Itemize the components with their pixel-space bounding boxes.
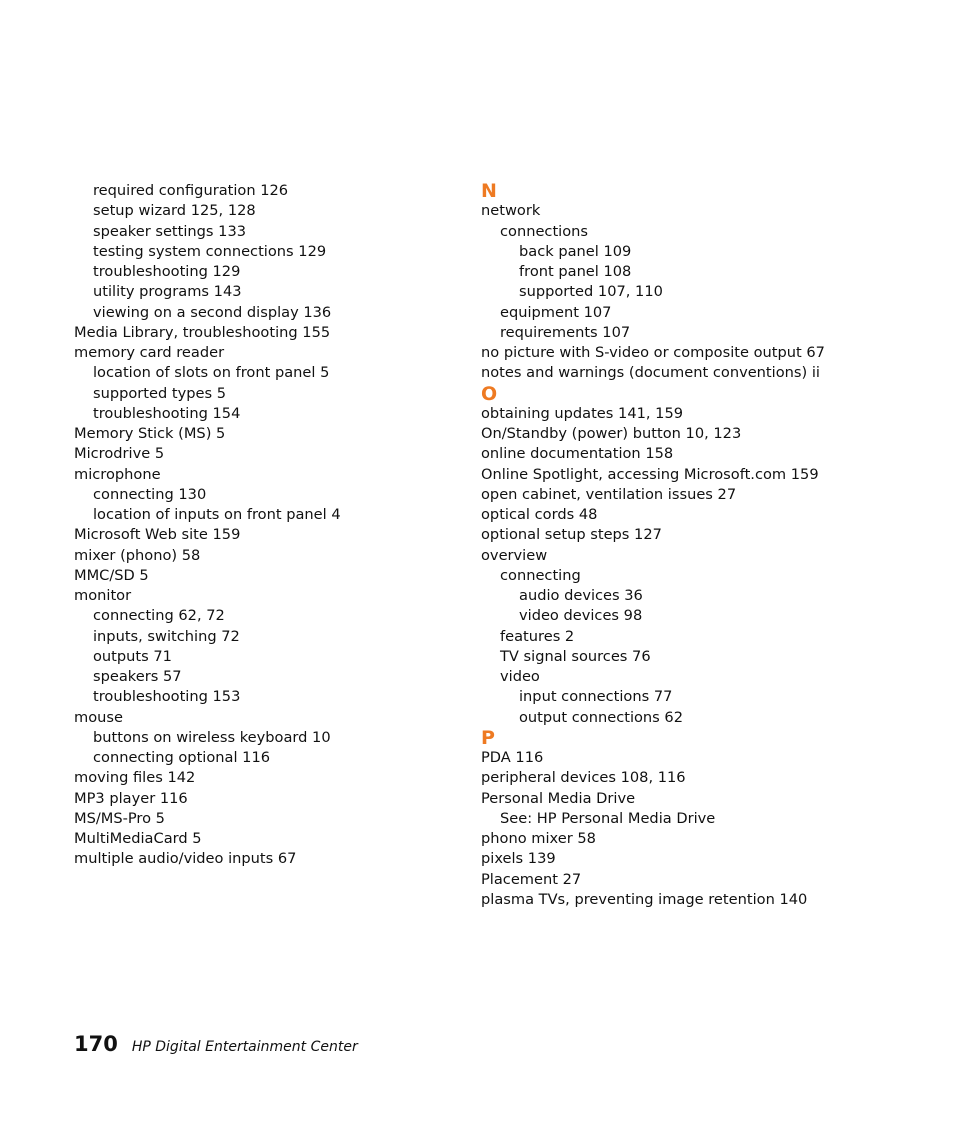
index-subentry: utility programs 143 xyxy=(93,283,242,301)
index-entry: optional setup steps 127 xyxy=(481,526,662,544)
index-subentry: video xyxy=(500,668,540,685)
book-title: HP Digital Entertainment Center xyxy=(131,1039,358,1055)
index-entry: no picture with S-video or composite output 67 xyxy=(481,344,825,361)
index-entry: Placement 27 xyxy=(481,870,582,888)
index-subentry: input connections 77 xyxy=(519,688,673,706)
index-subentry: connecting 62, 72 xyxy=(93,607,225,625)
index-entry: optical cords 48 xyxy=(481,506,598,523)
index-subentry: output connections 62 xyxy=(519,708,683,726)
index-subentry: connections xyxy=(500,222,589,240)
index-subentry: connecting optional 116 xyxy=(93,749,271,766)
index-entry: moving files 142 xyxy=(74,769,196,787)
index-entry: mixer (phono) 58 xyxy=(74,546,201,564)
index-subentry: setup wizard 125, 128 xyxy=(93,202,256,220)
index-entry: peripheral devices 108, 116 xyxy=(481,769,686,787)
index-entry: PDA 116 xyxy=(481,749,544,766)
index-entry: MMC/SD 5 xyxy=(74,566,149,584)
index-subentry: testing system connections 129 xyxy=(93,242,327,260)
index-subentry: required configuration 126 xyxy=(93,182,289,199)
index-entry: phono mixer 58 xyxy=(481,830,596,847)
section-letter: O xyxy=(481,382,498,405)
index-subentry: back panel 109 xyxy=(519,242,632,260)
index-entry: obtaining updates 141, 159 xyxy=(481,404,684,422)
index-entry: network xyxy=(481,202,541,220)
index-subentry: front panel 108 xyxy=(519,263,632,280)
index-entry: notes and warnings (document conventions) ii xyxy=(481,364,820,382)
index-entry: pixels 139 xyxy=(481,850,556,868)
index-entry: open cabinet, ventilation issues 27 xyxy=(481,485,737,503)
index-entry: online documentation 158 xyxy=(481,445,674,463)
index-subentry: troubleshooting 153 xyxy=(93,688,241,706)
page-footer xyxy=(74,1032,358,1056)
index-subentry: connecting xyxy=(500,566,581,584)
index-subentry: troubleshooting 154 xyxy=(93,404,241,422)
index-subentry: troubleshooting 129 xyxy=(93,263,241,280)
index-subentry: location of slots on front panel 5 xyxy=(93,364,330,382)
index-entry: multiple audio/video inputs 67 xyxy=(74,850,297,868)
index-entry: mouse xyxy=(74,708,123,726)
index-entry: Media Library, troubleshooting 155 xyxy=(74,323,331,341)
index-subentry: equipment 107 xyxy=(500,303,612,321)
index-entry: On/Standby (power) button 10, 123 xyxy=(481,425,742,442)
index-entry: Personal Media Drive xyxy=(481,789,636,807)
index-entry: Memory Stick (MS) 5 xyxy=(74,425,226,442)
index-subentry: inputs, switching 72 xyxy=(93,627,240,645)
index-subentry: audio devices 36 xyxy=(519,587,643,604)
index-subentry: See: HP Personal Media Drive xyxy=(500,809,716,827)
index-entry: memory card reader xyxy=(74,344,225,361)
index-subentry: video devices 98 xyxy=(519,607,643,625)
index-subentry: connecting 130 xyxy=(93,485,207,503)
index-entry: Online Spotlight, accessing Microsoft.com 159 xyxy=(481,465,819,483)
section-letter: P xyxy=(481,726,495,749)
index-subentry: supported types 5 xyxy=(93,384,227,402)
index-entry: plasma TVs, preventing image retention 140 xyxy=(481,890,808,908)
index-subentry: requirements 107 xyxy=(500,323,631,341)
index-entry: Microsoft Web site 159 xyxy=(74,526,241,544)
index-entry: monitor xyxy=(74,587,132,604)
index-subentry: viewing on a second display 136 xyxy=(93,303,332,321)
index-subentry: supported 107, 110 xyxy=(519,283,663,301)
index-subentry: buttons on wireless keyboard 10 xyxy=(93,728,331,746)
index-subentry: speakers 57 xyxy=(93,668,182,685)
index-entry: Microdrive 5 xyxy=(74,445,165,463)
index-entry: overview xyxy=(481,546,548,564)
index-entry: MultiMediaCard 5 xyxy=(74,830,202,847)
index-subentry: outputs 71 xyxy=(93,647,172,665)
section-letter: N xyxy=(481,180,497,202)
index-subentry: features 2 xyxy=(500,627,575,645)
index-entry: MS/MS-Pro 5 xyxy=(74,809,165,827)
index-subentry: speaker settings 133 xyxy=(93,222,247,240)
index-entry: MP3 player 116 xyxy=(74,789,188,807)
index-column-right xyxy=(481,181,921,910)
index-subentry: location of inputs on front panel 4 xyxy=(93,506,341,523)
index-column-left xyxy=(74,181,474,870)
index-subentry: TV signal sources 76 xyxy=(500,647,651,665)
page-number: 170 xyxy=(74,1032,118,1056)
index-entry: microphone xyxy=(74,465,161,483)
